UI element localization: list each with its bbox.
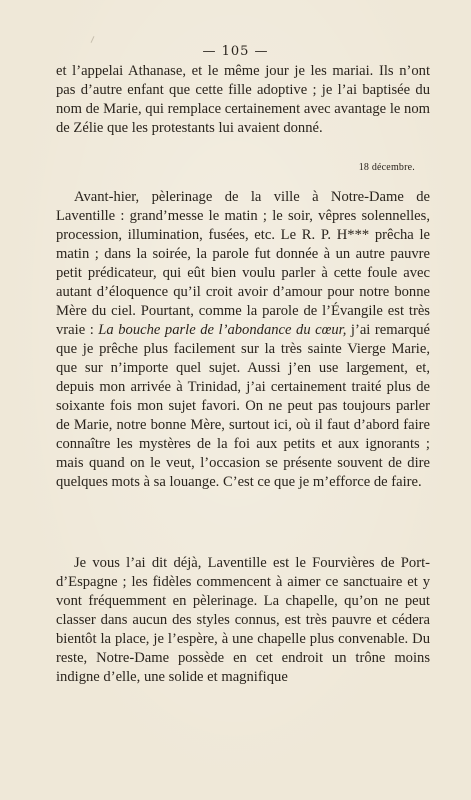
paragraph-2-text: [56, 188, 430, 492]
paragraph-1: [56, 62, 430, 138]
paragraph-2-part-2: j’ai remarqué que je prêche plus facilement sur la très sainte Vierge Marie, que sur n’importe quel sujet. Aussi j’en use largement, et, depuis mon arrivée à Trinidad, j’ai certainement traité plus de soixante fois mon sujet favori. On ne peut pas toujours parler de Marie, notre bonne Mère, surtout ici, où il faut d’abord faire connaître les mystères de la foi aux petits et aux ignorants ; mais quand on le veut, l’occasion se présente souvent de dire quelques mots à sa louange. C’est ce que je m’efforce de faire.: [56, 322, 430, 490]
paragraph-3-text: Je vous l’ai dit déjà, Laventille est le Fourvières de Port-d’Espagne ; les fidèles commencent à aimer ce sanctuaire et y vont fréquemment en pèlerinage. La chapelle, qu’on ne peut classer dans aucun des styles connus, est très pauvre et cédera bientôt la place, je l’espère, à une chapelle plus convenable. Du reste, Notre-Dame possède en cet endroit un trône moins indigne d’elle, une solide et magnifique: [56, 555, 430, 685]
paragraph-2: [56, 188, 430, 492]
gospel-quote: La bouche parle de l’abondance du cœur,: [98, 322, 347, 338]
paragraph-3: [56, 554, 430, 687]
paragraph-1-text: et l’appelai Athanase, et le même jour je les mariai. Ils n’ont pas d’autre enfant que cette fille adoptive ; je l’ai baptisée du nom de Marie, qui remplace certainement avec avantage le nom de Zélie que les protestants lui avaient donné.: [56, 63, 430, 136]
page-number: — 105 —: [202, 44, 269, 59]
paper-mark: [91, 36, 95, 43]
dateline: 18 décembre.: [358, 162, 415, 173]
paragraph-2-part-1: Avant-hier, pèlerinage de la ville à Notre-Dame de Laventille : grand’messe le matin ; le soir, vêpres solennelles, procession, illumination, fusées, etc. Le R. P. H*** prêcha le matin ; dans la soirée, la parole fut donnée à un autre pauvre petit prédicateur, qui eût bien voulu parler à cette foule avec autant d’éloquence qu’il croit avoir d’amour pour notre bonne Mère du ciel. Pourtant, comme la parole de l’Évangile est très vraie :: [56, 189, 430, 338]
